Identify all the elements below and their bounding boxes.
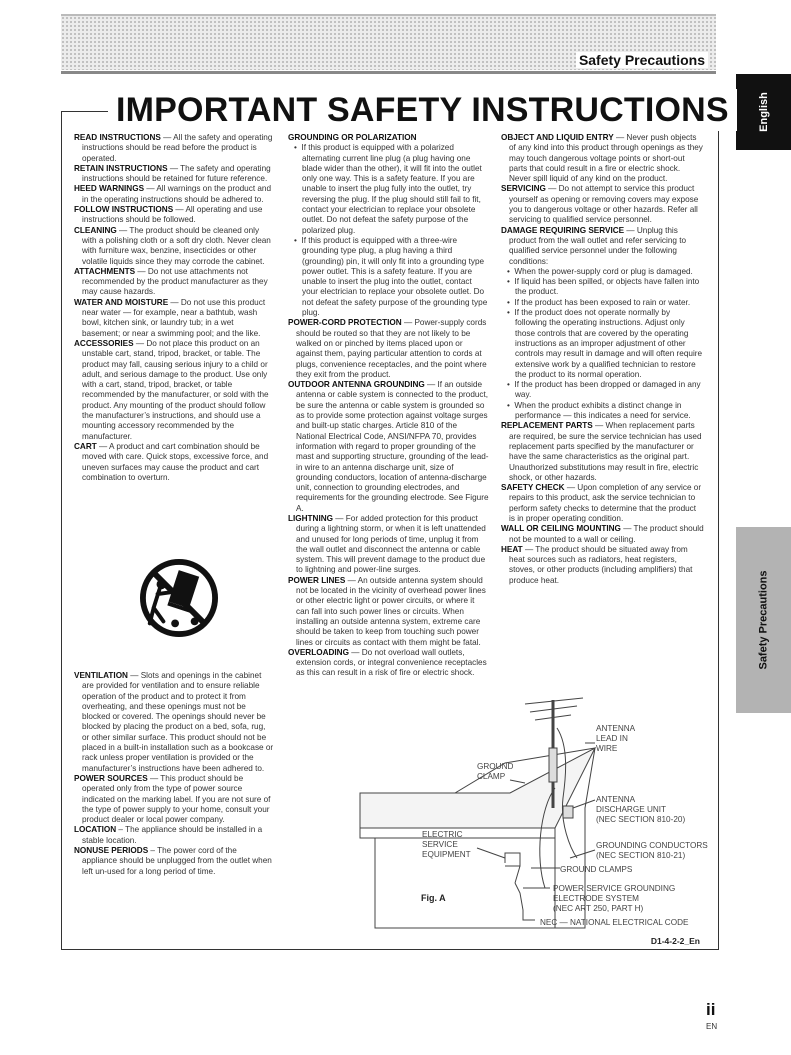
section-tab-label: Safety Precautions <box>757 570 770 670</box>
bullet-item: • If this product is equipped with a polarized alternating current line plug (a plug having one blade wider than the other), it will fit into the outlet only one way. This is a safety feature. If you are unable to insert the plug fully into the outlet, try reversing the plug. If the plug should still fail to fit, contact your electrician to replace your obsolete outlet. Do not defeat the safety purpose of the polarized plug. <box>294 143 482 235</box>
instruction-entry: OBJECT AND LIQUID ENTRY — Never push objects of any kind into this product through openings as they may touch dangerous voltage points or short-out parts that could result in a fire or electric shock. Never spill liquid of any kind on the product. <box>501 133 703 184</box>
bullet-item: • If the product has been exposed to rain or water. <box>507 297 691 307</box>
instruction-entry: CLEANING — The product should be cleaned only with a polishing cloth or a soft dry cloth. Never clean with furniture wax, benzine, insecticides or other volatile liquids since they may corrode the cabinet. <box>74 225 271 266</box>
instruction-entry: POWER SOURCES — This product should be operated only from the type of power source indicated on the marking label. If you are not sure of the type of power supply to your home, consult your product dealer or local power company. <box>74 773 271 825</box>
instruction-entry: ACCESSORIES — Do not place this product on an unstable cart, stand, tripod, bracket, or table. The product may fall, causing serious injury to a child or adult, and serious damage to the product. Use only with a cart, stand, tripod, bracket, or table recommended by the manufacturer, or sold with the product. Any mounting of the product should follow the manufacturer’s instructions, and should use a mounting accessory recommended by the manufacturer. <box>74 338 269 441</box>
instruction-entry: REPLACEMENT PARTS — When replacement parts are required, be sure the service technician has used replacement parts specified by the manufacturer or have the same characteristics as the original part. Unauthorized substitutions may result in fire, electric shock, or other hazards. <box>501 421 702 482</box>
label-discharge-unit: ANTENNA DISCHARGE UNIT (NEC SECTION 810-20) <box>596 795 686 824</box>
section-heading: GROUNDING OR POLARIZATION <box>288 133 417 142</box>
bullet-item: • When the power-supply cord or plug is damaged. <box>507 266 693 276</box>
language-tab[interactable] <box>736 74 791 150</box>
label-nec: NEC — NATIONAL ELECTRICAL CODE <box>540 918 689 927</box>
instruction-entry: WALL OR CEILING MOUNTING — The product should not be mounted to a wall or ceiling. <box>501 524 704 544</box>
instruction-entry: POWER LINES — An outside antenna system should not be located in the vicinity of overhead power lines or other electric light or power circuits, or where it can fall into such power lines or circuits. When installing an outside antenna system, extreme care should be taken to keep from touching such power lines or circuits as contact with them might be fatal. <box>288 575 486 647</box>
instruction-entry: CART — A product and cart combination should be moved with care. Quick stops, excessive force, and uneven surfaces may cause the product and cart combination to overturn. <box>74 441 269 482</box>
label-antenna-lead: ANTENNA LEAD IN WIRE <box>596 724 636 753</box>
instruction-entry: HEAT — The product should be situated away from heat sources such as radiators, heat registers, stoves, or other products (including amplifiers) that produce heat. <box>501 544 693 585</box>
instruction-entry: DAMAGE REQUIRING SERVICE — Unplug this product from the wall outlet and refer servicing to qualified service personnel under the following conditions: <box>501 225 687 266</box>
instruction-entry: POWER-CORD PROTECTION — Power-supply cords should be routed so that they are not likely to be walked on or pinched by items placed upon or against them, paying particular attention to cords at plugs, convenience receptacles, and the point where they exit from the product. <box>288 318 487 379</box>
cart-tip-over-warning-icon <box>140 557 218 639</box>
instruction-entry: SERVICING — Do not attempt to service this product yourself as opening or removing covers may expose you to dangerous voltage or other hazards. Refer all servicing to qualified service personnel. <box>501 184 699 225</box>
label-electric-service: ELECTRIC SERVICE EQUIPMENT <box>422 830 471 859</box>
column-3 <box>501 133 704 586</box>
section-title: Safety Precautions <box>576 52 708 68</box>
bullet-item: • When the product exhibits a distinct change in performance — this indicates a need for service. <box>507 400 691 421</box>
label-ground-clamps: GROUND CLAMPS <box>560 865 633 874</box>
instruction-entry: RETAIN INSTRUCTIONS — The safety and operating instructions should be retained for future reference. <box>74 163 271 184</box>
instruction-entry: ATTACHMENTS — Do not use attachments not recommended by the product manufacturer as they may cause hazards. <box>74 266 268 297</box>
label-electrode-system: POWER SERVICE GROUNDING ELECTRODE SYSTEM (NEC ART 250, PART H) <box>553 884 676 913</box>
label-ground-clamp: GROUND CLAMP <box>477 762 514 781</box>
instruction-entry: LIGHTNING — For added protection for this product during a lightning storm, or when it is left unattended and unused for long periods of time, unplug it from the wall outlet and disconnect the antenna or cable system. This will prevent damage to the product due to lightning and power-line surges. <box>288 513 486 575</box>
page-language: EN <box>706 1022 718 1031</box>
page-number: ii <box>706 1000 716 1019</box>
bullet-item: • If the product does not operate normally by following the operating instructions. Adjust only those controls that are covered by the operating instructions as an improper adjustment of other controls may result in damage and will often require extensive work by a qualified technician to restore the product to its normal operation. <box>507 308 703 379</box>
instruction-entry: VENTILATION — Slots and openings in the cabinet are provided for ventilation and to ensure reliable operation of the product and to protect it from overheating, and these openings must not be blocked or covered. The openings should never be blocked by placing the product on a bed, sofa, rug, or other similar surface. This product should not be placed in a built-in installation such as a bookcase or rack unless proper ventilation is provided or the manufacturer’s instructions have been adhered to. <box>74 671 274 773</box>
column-2 <box>288 133 489 679</box>
instruction-entry: WATER AND MOISTURE — Do not use this product near water — for example, near a bathtub, wash bowl, kitchen sink, or laundry tub; in a wet basement; or near a swimming pool; and the like. <box>74 297 266 338</box>
section-tab[interactable] <box>736 527 791 713</box>
figure-caption: Fig. A <box>421 893 446 903</box>
bullet-item: • If liquid has been spilled, or objects have fallen into the product. <box>507 277 700 297</box>
instruction-entry: LOCATION – The appliance should be installed in a stable location. <box>74 825 263 845</box>
instruction-entry: OUTDOOR ANTENNA GROUNDING — If an outside antenna or cable system is connected to the product, be sure the antenna or cable system is grounded so as to provide some protection against voltage surges and built-up static charges. Article 810 of the National Electrical Code, ANSI/NFPA 70, provides information with regard to proper grounding of the mast and supporting structure, grounding of the lead-in wire to an antenna discharge unit, size of grounding conductors, location of antenna-discharge unit, connection to grounding electrodes, and requirements for the grounding electrode. See Figure A. <box>288 380 489 513</box>
instruction-entry: SAFETY CHECK — Upon completion of any service or repairs to this product, ask the service technician to perform safety checks to determine that the product is in proper operating condition. <box>501 483 702 523</box>
instruction-entry: READ INSTRUCTIONS — All the safety and operating instructions should be read before the product is operated. <box>74 133 273 163</box>
instruction-entry: HEED WARNINGS — All warnings on the product and in the operating instructions should be adhered to. <box>74 184 272 204</box>
document-code: D1-4-2-2_En <box>650 936 700 946</box>
bullet-item: • If the product has been dropped or damaged in any way. <box>507 380 701 400</box>
column-1 <box>74 133 274 483</box>
bullet-item: • If this product is equipped with a three-wire grounding type plug, a plug having a third (grounding) pin, it will only fit into a grounding type power outlet. This is a safety feature. If you are unable to insert the plug into the outlet, contact your electrician to replace your obsolete outlet. Do not defeat the safety purpose of the grounding type plug. <box>294 235 488 318</box>
instruction-entry: FOLLOW INSTRUCTIONS — All operating and use instructions should be followed. <box>74 205 263 225</box>
instruction-entry: NONUSE PERIODS – The power cord of the appliance should be unplugged from the outlet when left un-used for a long period of time. <box>74 846 272 876</box>
instruction-entry: OVERLOADING — Do not overload wall outlets, extension cords, or integral convenience receptacles as this can result in a risk of fire or electric shock. <box>288 647 487 678</box>
page-title: IMPORTANT SAFETY INSTRUCTIONS <box>108 89 737 131</box>
header-band <box>61 14 716 70</box>
label-grounding-conductors: GROUNDING CONDUCTORS (NEC SECTION 810-21) <box>596 841 708 860</box>
language-tab-label: English <box>757 92 770 132</box>
column-1-lower <box>74 671 274 877</box>
